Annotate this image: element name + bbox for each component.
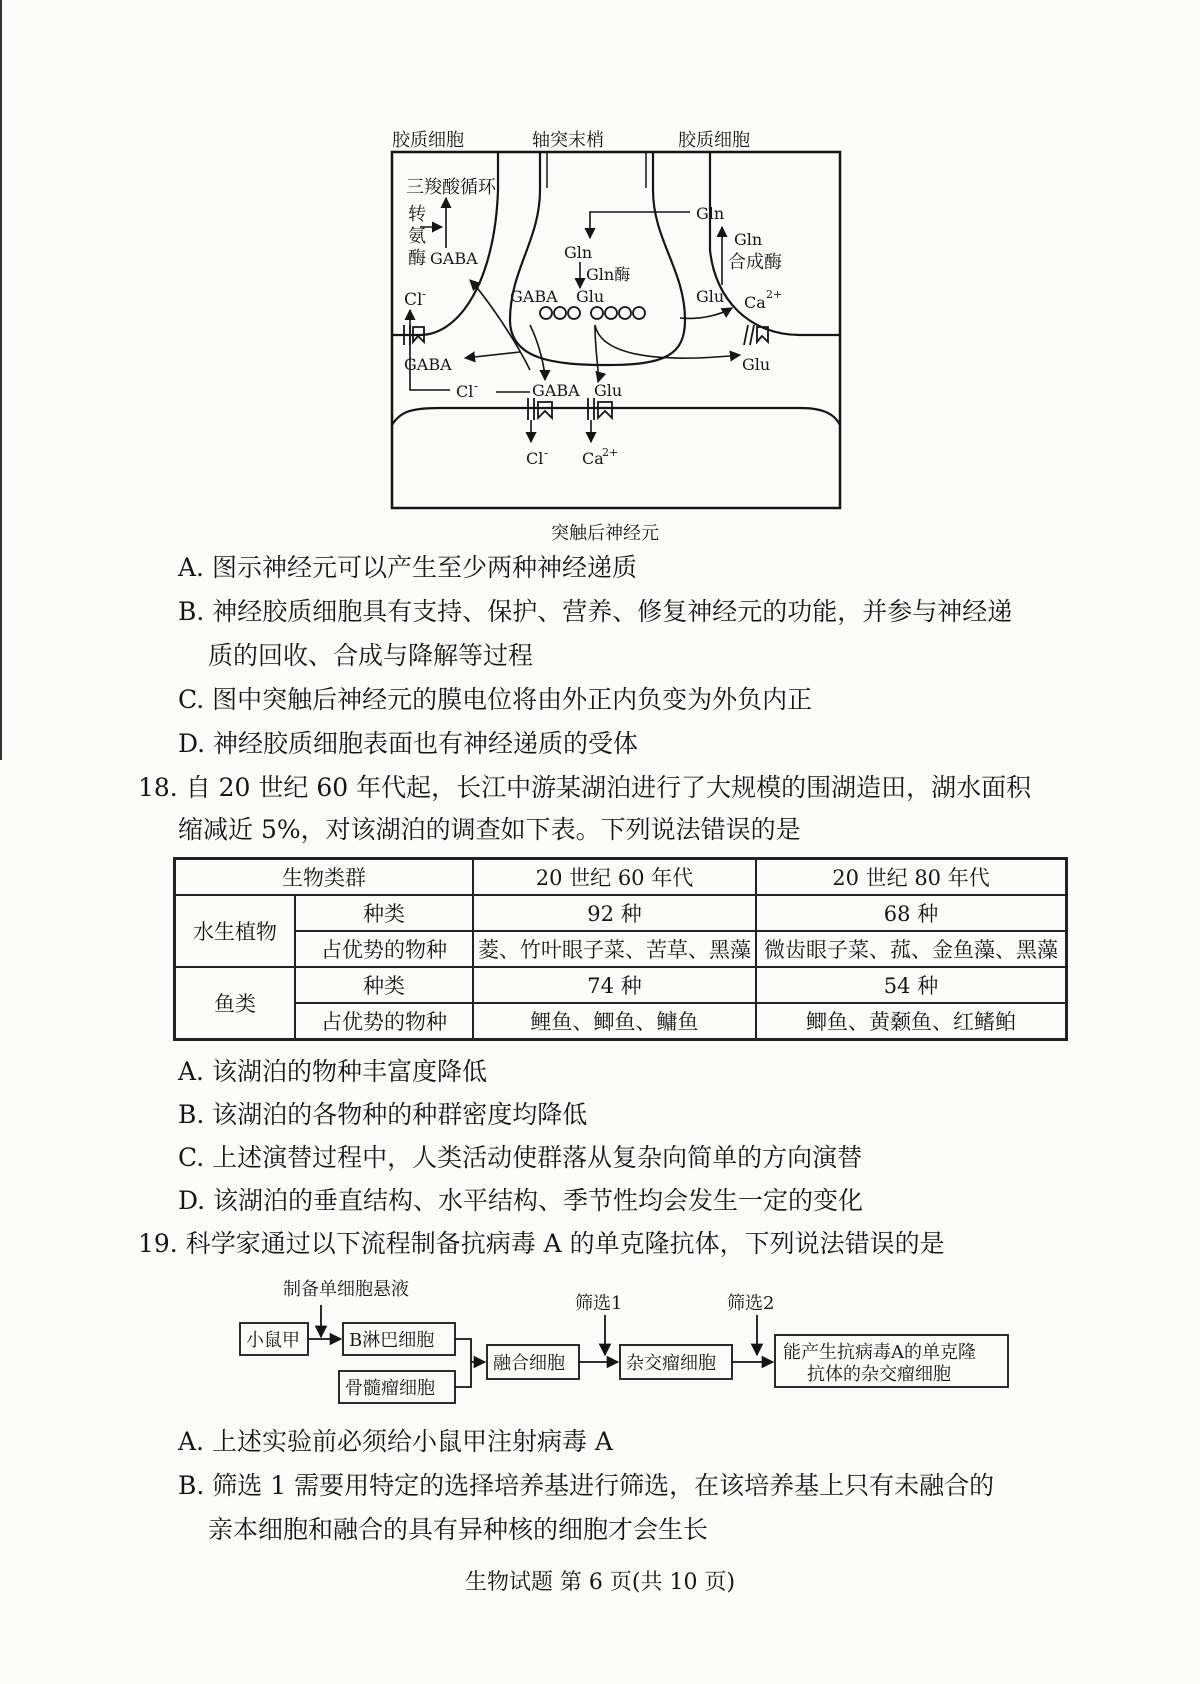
q18-stem-line1: 18. 自 20 世纪 60 年代起，长江中游某湖泊进行了大规模的围湖造田，湖水面积 — [138, 773, 1032, 802]
q17-option-b: B. 神经胶质细胞具有支持、保护、营养、修复神经元的功能，并参与神经递 — [178, 597, 1013, 626]
label-transaminase-2: 氨 — [408, 226, 426, 247]
flow-final-label-2: 抗体的杂交瘤细胞 — [807, 1364, 951, 1385]
label-gaba-vesicles: GABA — [510, 287, 558, 306]
label-glia-right: 胶质细胞 — [678, 130, 750, 151]
label-cl-bottom: Cl — [526, 449, 544, 468]
q18-option-b: B. 该湖泊的各物种的种群密度均降低 — [178, 1100, 588, 1129]
label-gln-axon: Gln — [564, 243, 593, 262]
q18-option-a: A. 该湖泊的物种丰富度降低 — [178, 1057, 487, 1086]
table-row — [175, 895, 1067, 931]
label-gln-synthase-1: Gln — [734, 230, 763, 249]
label-ca-bottom-sup: 2+ — [602, 446, 619, 459]
label-cl-mid-sign: - — [474, 379, 479, 393]
diagram-arrows — [410, 198, 740, 442]
table-cell-dominant: 占优势的物种 — [295, 931, 473, 967]
table-cell-dominant: 占优势的物种 — [295, 1003, 473, 1040]
table-cell-kinds: 种类 — [295, 967, 473, 1003]
q19-option-b: B. 筛选 1 需要用特定的选择培养基进行筛选，在该培养基上只有未融合的 — [178, 1471, 995, 1500]
flow-fused-label: 融合细胞 — [493, 1353, 565, 1374]
diagram-caption: 突触后神经元 — [551, 523, 659, 544]
q19-stem: 19. 科学家通过以下流程制备抗病毒 A 的单克隆抗体，下列说法错误的是 — [138, 1229, 945, 1258]
table-cell-kinds: 种类 — [295, 895, 473, 931]
table-header-60s: 20 世纪 60 年代 — [473, 859, 756, 896]
table-row — [175, 967, 1067, 1003]
label-glu-vesicles: Glu — [576, 287, 605, 306]
q19-option-a: A. 上述实验前必须给小鼠甲注射病毒 A — [178, 1427, 613, 1456]
table-cell: 74 种 — [473, 967, 756, 1003]
label-gaba-post: GABA — [532, 381, 580, 400]
label-glu-right: Glu — [696, 287, 725, 306]
label-gaba-glia: GABA — [430, 249, 478, 268]
table-row — [175, 1003, 1067, 1040]
flow-mouse-label: 小鼠甲 — [246, 1330, 300, 1351]
page-footer: 生物试题 第 6 页(共 10 页) — [464, 1570, 736, 1595]
q19-flowchart — [235, 1275, 1015, 1415]
glia-right-membrane — [710, 152, 840, 335]
label-gln-synthase-2: 合成酶 — [728, 252, 782, 273]
flow-hybridoma-label: 杂交瘤细胞 — [626, 1353, 716, 1374]
q18-option-d: D. 该湖泊的垂直结构、水平结构、季节性均会发生一定的变化 — [178, 1186, 864, 1215]
label-glu-cleft-right: Glu — [742, 355, 771, 374]
label-cl-left-sign: - — [422, 287, 427, 301]
table-cell: 54 种 — [756, 967, 1067, 1003]
synapse-diagram — [380, 130, 860, 540]
table-cell: 92 种 — [473, 895, 756, 931]
table-row — [175, 859, 1067, 896]
label-gln-right: Gln — [696, 204, 725, 223]
label-transaminase-3: 酶 — [408, 248, 426, 269]
q17-option-d: D. 神经胶质细胞表面也有神经递质的受体 — [178, 729, 639, 758]
table-cell: 68 种 — [756, 895, 1067, 931]
q18-stem-line2: 缩减近 5%，对该湖泊的调查如下表。下列说法错误的是 — [178, 815, 801, 844]
label-gaba-cleft-left: GABA — [404, 355, 452, 374]
q19-option-b-cont: 亲本细胞和融合的具有异种核的细胞才会生长 — [208, 1515, 709, 1544]
table-cell: 鲤鱼、鲫鱼、鳙鱼 — [473, 1003, 756, 1040]
table-cell-plants: 水生植物 — [175, 895, 296, 967]
label-glia-left: 胶质细胞 — [392, 130, 464, 151]
flow-screen2-label: 筛选2 — [727, 1293, 775, 1314]
flow-final-label-1: 能产生抗病毒A的单克隆 — [783, 1342, 976, 1363]
page-edge-mark — [0, 0, 2, 760]
q18-table — [173, 857, 1068, 1041]
label-ca-bottom: Ca — [582, 449, 604, 468]
label-cl-bottom-sign: - — [544, 446, 549, 460]
table-header-80s: 20 世纪 80 年代 — [756, 859, 1067, 896]
label-cl-mid: Cl — [456, 382, 474, 401]
table-cell: 微齿眼子菜、菰、金鱼藻、黑藻 — [756, 931, 1067, 967]
synaptic-vesicles — [540, 307, 645, 319]
q17-option-c: C. 图中突触后神经元的膜电位将由外正内负变为外负内正 — [178, 685, 813, 714]
table-row — [175, 931, 1067, 967]
table-cell-fish: 鱼类 — [175, 967, 296, 1040]
table-header-group: 生物类群 — [175, 859, 474, 896]
flow-myeloma-label: 骨髓瘤细胞 — [345, 1378, 435, 1399]
q17-option-a: A. 图示神经元可以产生至少两种神经递质 — [178, 553, 637, 582]
label-ca-right: Ca — [744, 293, 766, 312]
table-cell: 菱、竹叶眼子菜、苦草、黑藻 — [473, 931, 756, 967]
label-gln-enzyme: Gln酶 — [586, 265, 631, 284]
flow-screen1-label: 筛选1 — [575, 1293, 623, 1314]
label-ca-right-sup: 2+ — [766, 288, 783, 301]
q18-option-c: C. 上述演替过程中，人类活动使群落从复杂向简单的方向演替 — [178, 1143, 863, 1172]
label-transaminase-1: 转 — [408, 204, 426, 225]
label-tca-cycle: 三羧酸循环 — [406, 177, 496, 198]
label-axon-terminal: 轴突末梢 — [532, 130, 604, 151]
table-cell: 鲫鱼、黄颡鱼、红鳍鲌 — [756, 1003, 1067, 1040]
flow-prep-label: 制备单细胞悬液 — [283, 1279, 409, 1300]
label-cl-left: Cl — [404, 290, 423, 310]
postsynaptic-membrane — [392, 408, 840, 425]
label-glu-post: Glu — [594, 381, 623, 400]
flow-b-cell-label: B淋巴细胞 — [349, 1330, 435, 1351]
q17-option-b-cont: 质的回收、合成与降解等过程 — [208, 641, 534, 670]
